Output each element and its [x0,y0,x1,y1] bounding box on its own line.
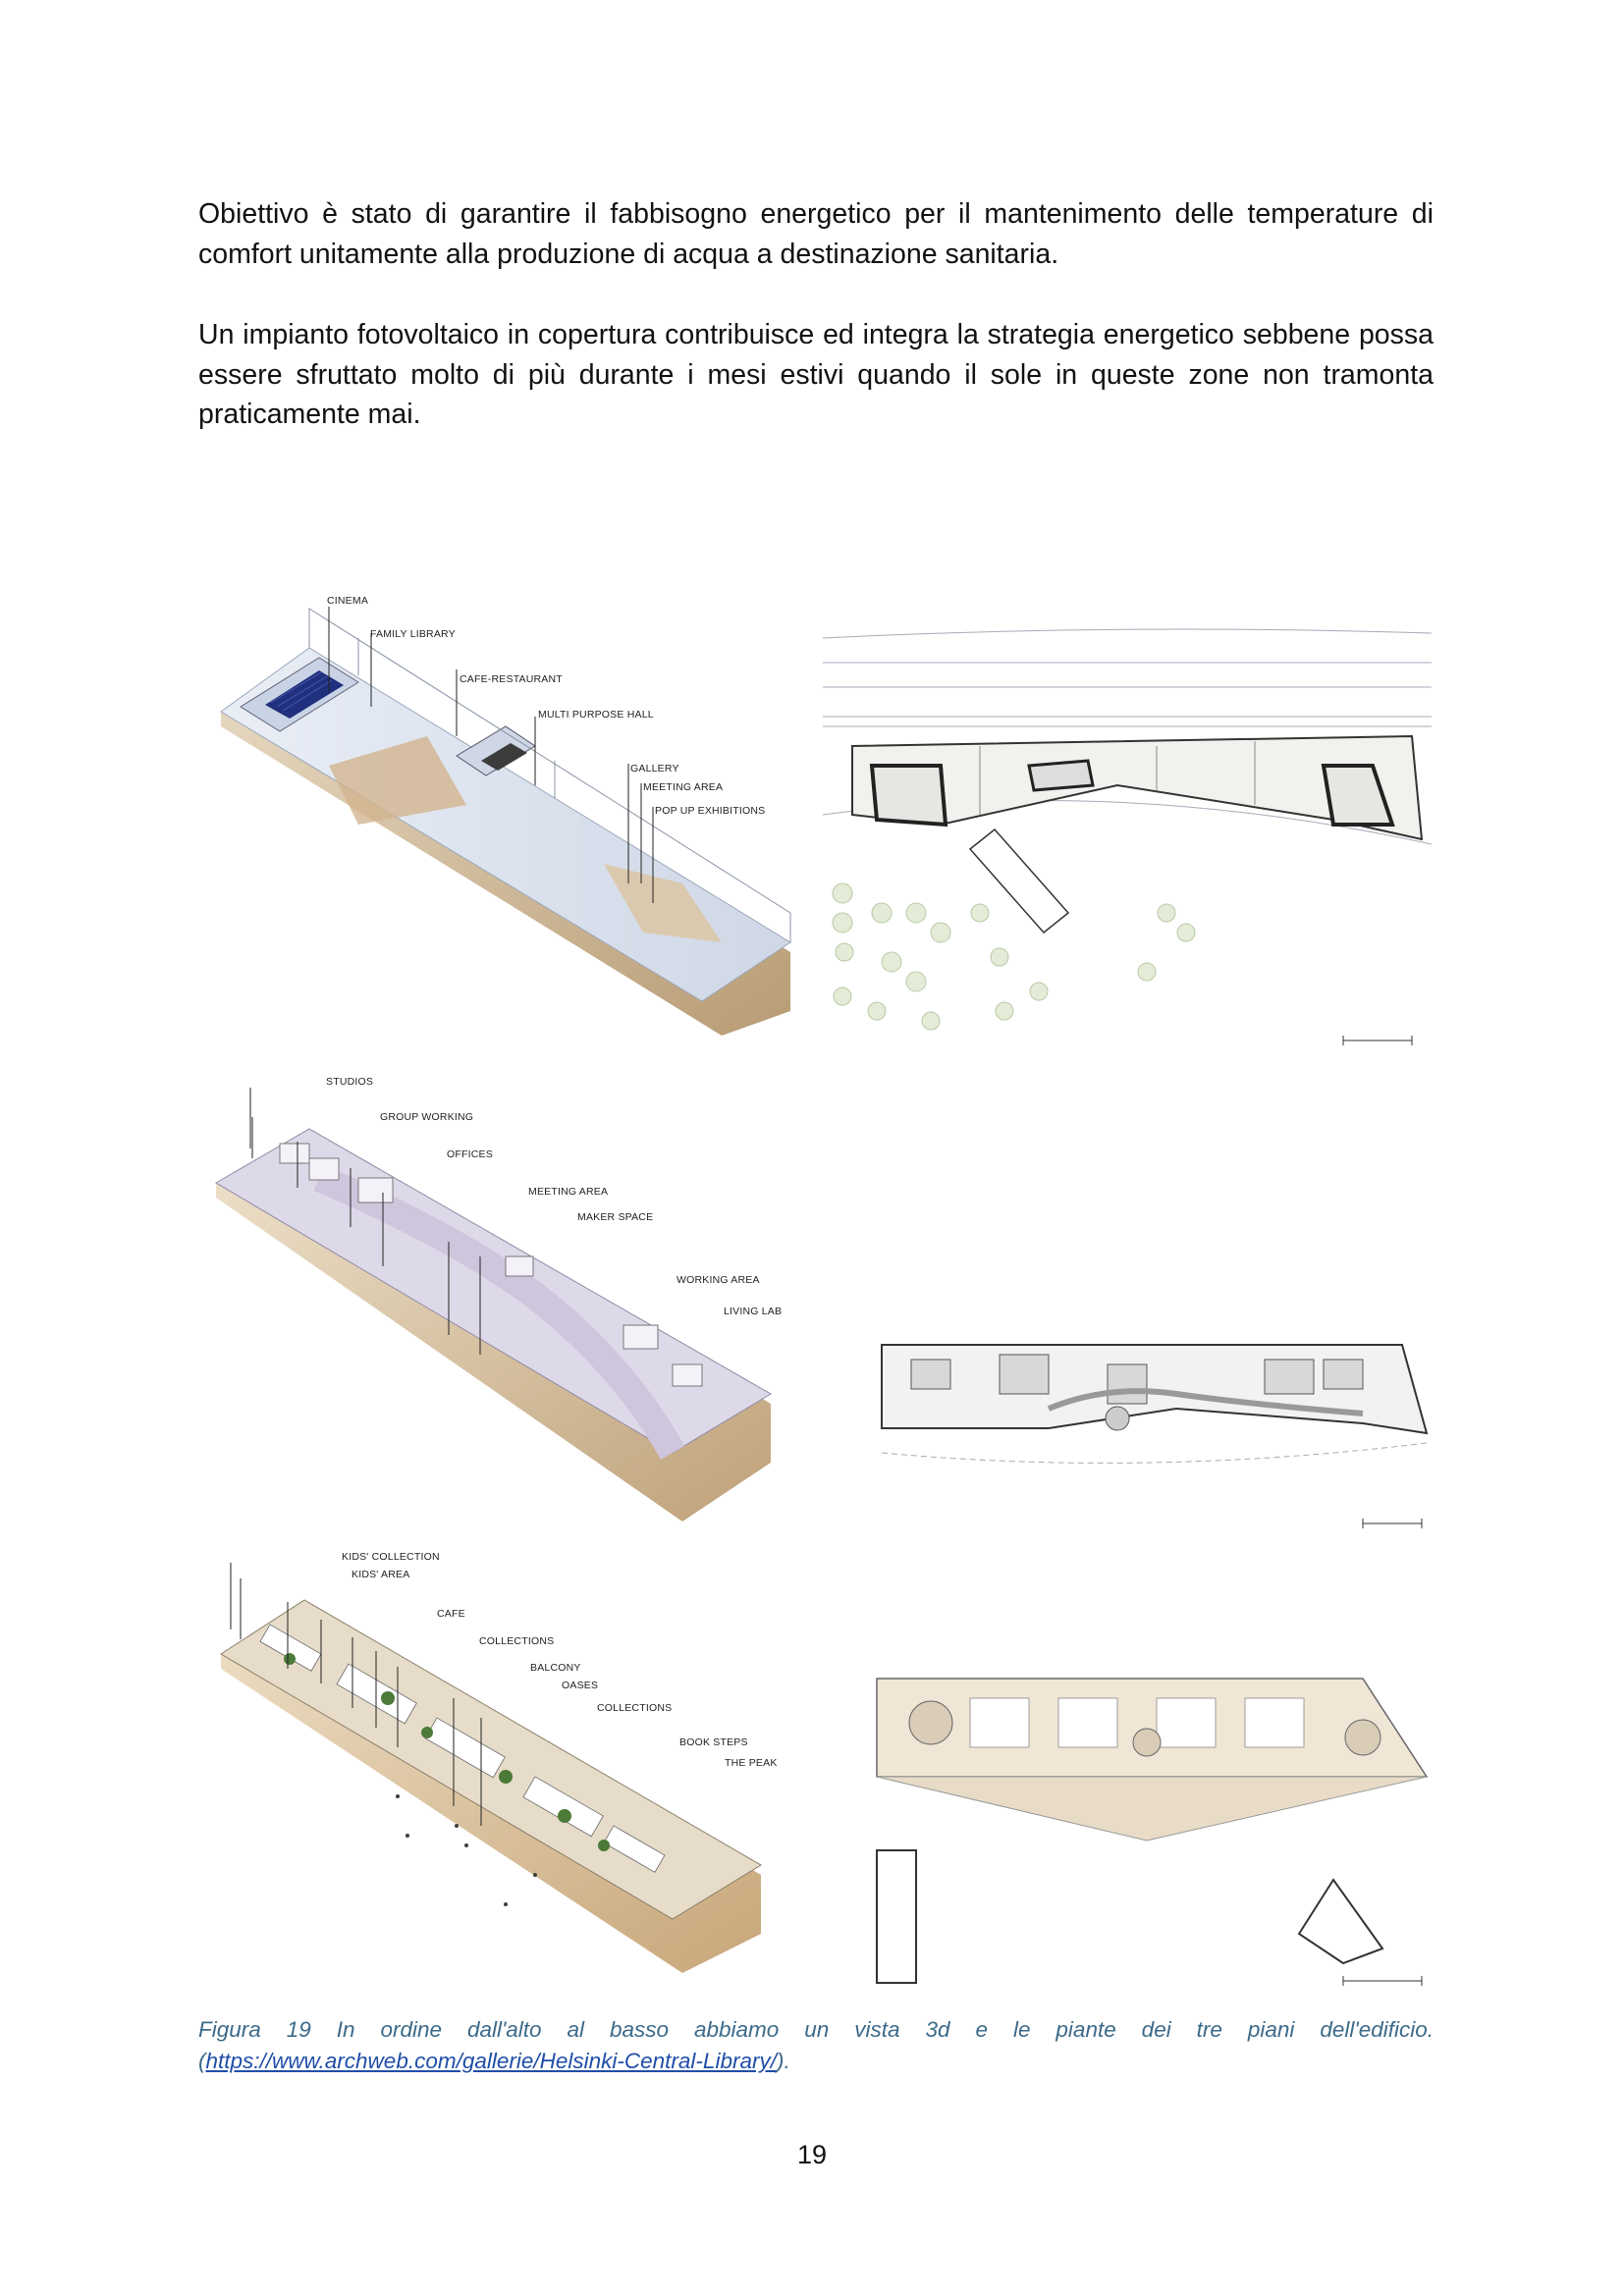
callout-gallery: GALLERY [630,763,679,774]
callout-studios: STUDIOS [326,1076,374,1088]
callout-multi-purpose-hall: MULTI PURPOSE HALL [538,709,654,721]
callout-book-steps: BOOK STEPS [679,1736,748,1748]
figure-caption [198,2014,1434,2077]
callout-meeting-area-first: MEETING AREA [528,1186,609,1198]
plan-ground-floor [823,618,1434,1060]
caption-tail: ). [776,2049,790,2073]
plan-top-floor-drawing [852,1669,1434,1993]
callout-the-peak: THE PEAK [725,1757,778,1769]
callout-collections: COLLECTIONS [479,1635,555,1647]
axonometric-ground-floor [211,589,815,1050]
callout-kids-collection: KIDS' COLLECTION [342,1551,440,1563]
callout-family-library: FAMILY LIBRARY [370,628,456,640]
caption-text: Figura 19 In ordine dall'alto al basso abbiamo un vista 3d e le piante dei tre piani dell'edificio. ( [198,2017,1434,2073]
caption-link[interactable]: https://www.archweb.com/gallerie/Helsinki-Central-Library/ [205,2049,777,2073]
callout-offices: OFFICES [447,1148,493,1160]
callout-living-lab: LIVING LAB [724,1306,783,1317]
callout-kids-area: KIDS' AREA [352,1569,410,1580]
axonometric-first-floor [211,1070,815,1531]
plan-top-floor [852,1669,1434,1993]
callout-collections-2: COLLECTIONS [597,1702,673,1714]
paragraph-photovoltaic: Un impianto fotovoltaico in copertura contribuisce ed integra la strategia energetico sebbene possa essere sfruttato molto di più durante i mesi estivi quando il sole in queste zone non tramonta praticamente mai. [198,319,1434,430]
callout-cafe-restaurant: CAFE-RESTAURANT [460,673,563,685]
callout-cinema: CINEMA [327,595,369,607]
callout-maker-space: MAKER SPACE [577,1211,654,1223]
plan-first-floor [852,1306,1434,1541]
callout-group-working: GROUP WORKING [380,1111,474,1123]
callout-balcony: BALCONY [530,1662,581,1674]
callout-meeting-area: MEETING AREA [643,781,724,793]
plan-ground-floor-drawing [823,618,1434,1060]
axonometric-first-floor-drawing [211,1070,815,1531]
callout-working-area: WORKING AREA [677,1274,760,1286]
axonometric-top-floor [211,1551,815,1983]
plan-first-floor-drawing [852,1306,1434,1541]
axonometric-ground-floor-drawing [211,589,815,1050]
callout-cafe: CAFE [437,1608,465,1620]
paragraph-energy: Obiettivo è stato di garantire il fabbisogno energetico per il mantenimento delle temperature di comfort unitamente alla produzione di acqua a destinazione sanitaria. [198,198,1434,270]
callout-oases: OASES [562,1680,599,1691]
page-number: 19 [796,2140,828,2169]
callout-pop-up-exhibitions: POP UP EXHIBITIONS [655,805,766,817]
